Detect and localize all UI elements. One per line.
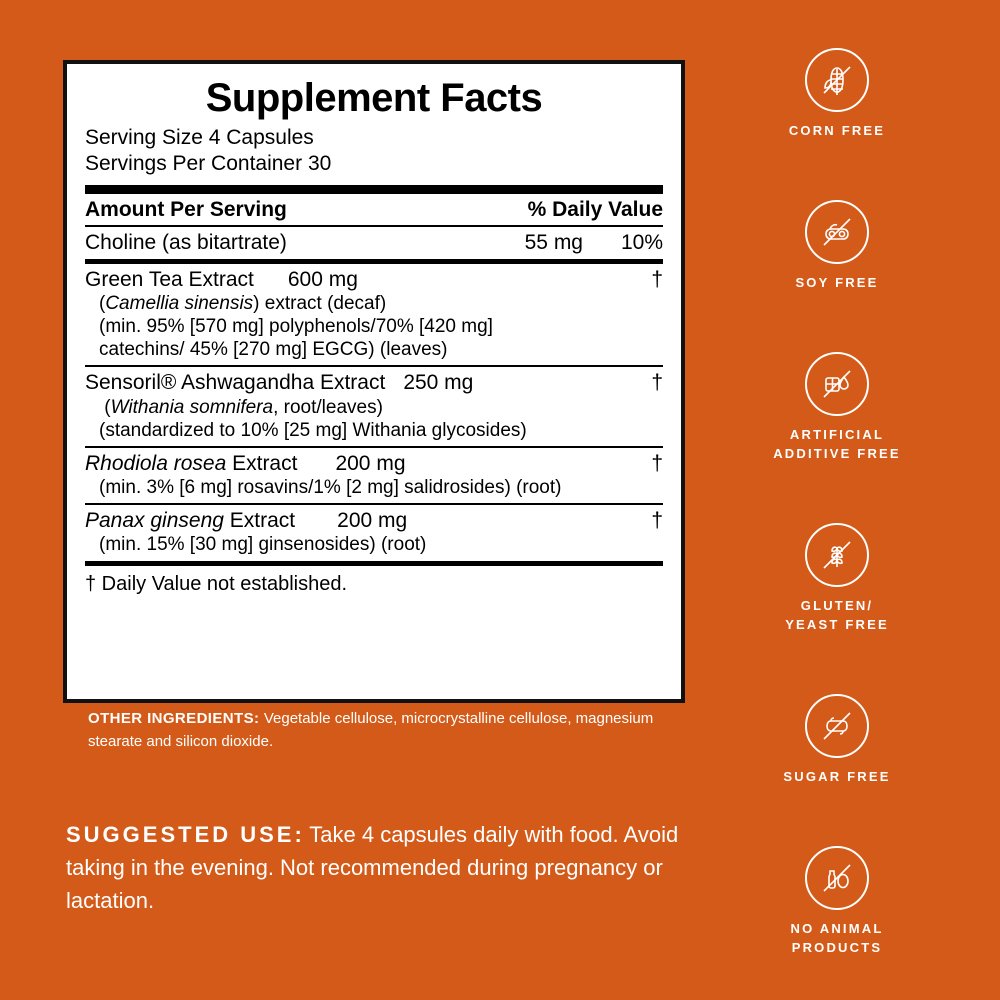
suggested-use-text: Take 4 capsules daily with food. Avoid taking in the evening. Not recommended during pregnancy or lactation. (66, 822, 679, 913)
nutrient-amount: 200 mg (335, 451, 406, 475)
corn-icon (805, 48, 869, 112)
nutrient-name: Sensoril® Ashwagandha Extract (85, 371, 386, 395)
other-ingredients (88, 708, 688, 753)
artificial-additive-icon (805, 352, 869, 416)
table-row (85, 227, 663, 259)
other-ingredients-text: Vegetable cellulose, microcrystalline cellulose, magnesium stearate and silicon dioxide. (88, 710, 654, 750)
nutrient-daily-value: † (651, 509, 663, 533)
badge-sugar-free (722, 694, 952, 787)
nutrient-amount: 200 mg (337, 509, 408, 533)
nutrient-amount: 55 mg (524, 230, 583, 254)
animal-products-icon (805, 846, 869, 910)
nutrient-name: Green Tea Extract (85, 267, 254, 291)
table-row (85, 367, 663, 446)
table-column-headers (85, 194, 663, 225)
table-row (85, 448, 663, 503)
badge-soy-free (722, 200, 952, 293)
nutrient-detail: (min. 15% [30 mg] ginsenosides) (root) (99, 534, 427, 556)
nutrient-daily-value: 10% (620, 230, 663, 254)
badge-caption: SUGAR FREE (783, 769, 891, 785)
nutrient-detail: (min. 95% [570 mg] polyphenols/70% [420 mg] (99, 316, 493, 338)
nutrient-daily-value: † (651, 451, 663, 475)
daily-value-footnote: † Daily Value not established. (85, 572, 348, 595)
sugar-cube-icon (805, 694, 869, 758)
servings-per-container: Servings Per Container 30 (85, 152, 332, 176)
nutrient-amount: 250 mg (403, 371, 474, 395)
col-daily-value: % Daily Value (527, 197, 663, 221)
suggested-use-label: SUGGESTED USE: (66, 822, 305, 847)
wheat-icon (805, 523, 869, 587)
soybean-icon (805, 200, 869, 264)
badge-caption: GLUTEN/ YEAST FREE (785, 598, 889, 633)
nutrient-detail: catechins/ 45% [270 mg] EGCG) (leaves) (99, 339, 448, 361)
nutrient-amount: 600 mg (287, 267, 358, 291)
nutrient-detail: (standardized to 10% [25 mg] Withania glycosides) (99, 419, 527, 441)
badge-caption: CORN FREE (788, 123, 886, 138)
nutrient-detail: (Withania somnifera, root/leaves) (99, 396, 383, 418)
nutrient-name: Rhodiola rosea Extract (85, 451, 298, 475)
badge-no-animal-products (722, 846, 952, 958)
table-row (85, 264, 663, 366)
nutrient-daily-value: † (651, 371, 663, 395)
nutrient-name: Panax ginseng Extract (85, 509, 296, 533)
badge-caption: SOY FREE (795, 275, 879, 291)
col-amount-per-serving: Amount Per Serving (85, 197, 287, 221)
nutrient-detail: (Camellia sinensis) extract (decaf) (99, 292, 387, 314)
badge-caption: NO ANIMAL PRODUCTS (790, 921, 884, 956)
supplement-facts-panel (63, 60, 685, 703)
suggested-use (66, 818, 706, 917)
badge-artificial-additive-free (722, 352, 952, 464)
badge-gluten-yeast-free (722, 523, 952, 635)
certification-badges (722, 48, 952, 958)
badge-corn-free (722, 48, 952, 141)
nutrient-daily-value: † (651, 267, 663, 291)
divider-thick (85, 185, 663, 194)
page-title: Supplement Facts (205, 76, 543, 120)
nutrient-detail: (min. 3% [6 mg] rosavins/1% [2 mg] salidrosides) (root) (99, 477, 562, 499)
other-ingredients-label: OTHER INGREDIENTS: (88, 710, 260, 727)
badge-caption: ARTIFICIAL ADDITIVE FREE (773, 427, 901, 462)
table-row (85, 505, 663, 560)
serving-size: Serving Size 4 Capsules (85, 126, 314, 149)
nutrient-name: Choline (as bitartrate) (85, 230, 287, 254)
